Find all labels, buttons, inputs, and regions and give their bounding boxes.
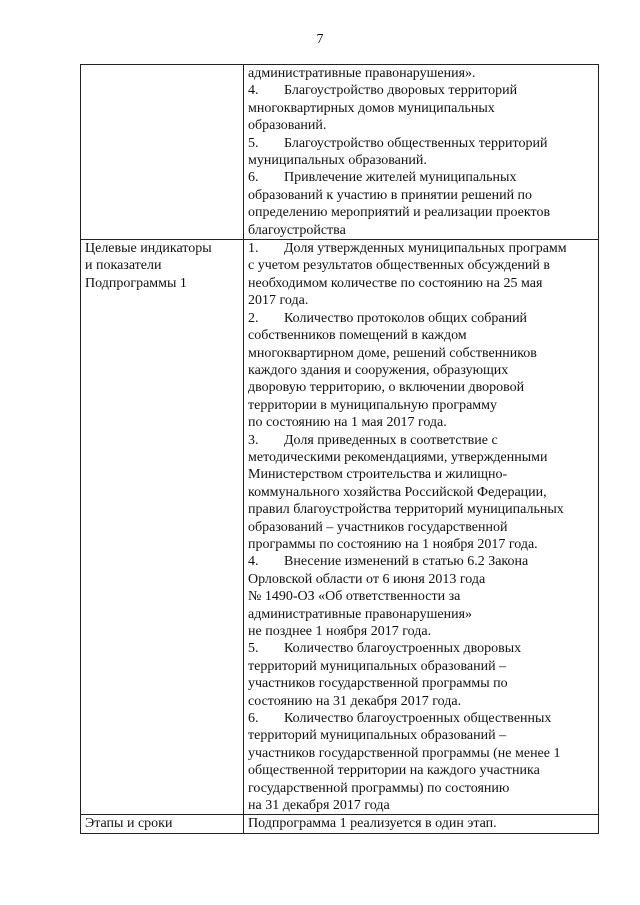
row-label-line: и показатели (85, 258, 162, 274)
text-line: каждого здания и сооружения, образующих (248, 362, 509, 378)
text-line: дворовую территорию, о включении дворовой (248, 380, 525, 396)
text-line: программы по состоянию на 1 ноября 2017 года. (248, 536, 538, 552)
numbered-item-line (248, 240, 598, 257)
row-label-cell (81, 815, 244, 833)
text-line: участников государственной программы по (248, 676, 508, 692)
text-line: коммунального хозяйства Российской Федерации, (248, 484, 547, 500)
item-number: 4. (248, 83, 259, 99)
text-line: территории в муниципальную программу (248, 397, 497, 413)
item-text: Привлечение жителей муниципальных (284, 170, 517, 186)
item-text: Количество протоколов общих собраний (284, 310, 528, 326)
item-number: 5. (248, 135, 259, 151)
item-number: 5. (248, 641, 259, 657)
text-line: административные правонарушения». (248, 66, 476, 81)
text-line: общественной территории на каждого участника (248, 763, 540, 779)
text-line: по состоянию на 1 мая 2017 года. (248, 415, 447, 431)
item-text: Внесение изменений в статью 6.2 Закона (284, 554, 529, 570)
numbered-item-line (248, 640, 598, 657)
item-number: 6. (248, 170, 259, 186)
text-line: территорий муниципальных образований – (248, 658, 507, 674)
item-number: 6. (248, 711, 259, 727)
row-content-cell (244, 240, 599, 815)
text-line: Министерством строительства и жилищно- (248, 467, 508, 483)
text-line: состоянию на 31 декабря 2017 года. (248, 693, 462, 709)
text-line: территорий муниципальных образований – (248, 728, 507, 744)
row-label-line: Этапы и сроки (85, 816, 173, 832)
row-label-line: Целевые индикаторы (85, 241, 212, 257)
table-row (81, 65, 599, 240)
text-line: образований – участников государственной (248, 519, 508, 535)
numbered-item-line (248, 310, 598, 327)
numbered-item-line (248, 169, 598, 186)
page-number: 7 (316, 32, 324, 47)
numbered-item-line (248, 710, 598, 727)
program-passport-table (80, 64, 599, 834)
text-line: участников государственной программы (не менее 1 (248, 745, 561, 761)
text-line: необходимом количестве по состоянию на 25 мая (248, 275, 543, 291)
item-number: 1. (248, 241, 259, 257)
item-number: 3. (248, 432, 259, 448)
row-content-cell (244, 815, 599, 833)
text-line: не позднее 1 ноября 2017 года. (248, 624, 432, 639)
text-line: № 1490-ОЗ «Об ответственности за (248, 589, 461, 605)
text-line: собственников помещений в каждом (248, 328, 467, 344)
numbered-item-line (248, 432, 598, 449)
item-text: Благоустройство дворовых территорий (284, 83, 518, 99)
text-line: Орловской области от 6 июня 2013 года (248, 571, 486, 587)
table-row (81, 240, 599, 815)
numbered-item-line (248, 135, 598, 152)
text-line: методическими рекомендациями, утвержденными (248, 449, 548, 465)
text-line: правил благоустройства территорий муниципальных (248, 502, 564, 518)
text-line: на 31 декабря 2017 года (248, 798, 390, 814)
item-text: Доля утвержденных муниципальных программ (284, 241, 567, 257)
text-line: образований к участию в принятии решений по (248, 187, 533, 203)
item-text: Количество благоустроенных общественных (284, 711, 552, 727)
text-line: административные правонарушения» (248, 606, 473, 622)
row-label-cell (81, 65, 244, 240)
text-line: определению мероприятий и реализации проектов (248, 205, 551, 221)
item-text: Благоустройство общественных территорий (284, 135, 548, 151)
item-text: Доля приведенных в соответствие с (284, 432, 498, 448)
text-line: государственной программы) по состоянию (248, 780, 510, 796)
row-content-cell (244, 65, 599, 240)
text-line: образований. (248, 118, 327, 134)
item-number: 2. (248, 310, 259, 326)
row-label-cell (81, 240, 244, 815)
text-line: 2017 года. (248, 293, 309, 309)
table-row (81, 815, 599, 833)
numbered-item-line (248, 82, 598, 99)
row-label-line: Подпрограммы 1 (85, 275, 187, 291)
text-line: с учетом результатов общественных обсуждений в (248, 258, 551, 274)
text-line: муниципальных образований. (248, 153, 427, 169)
text-line: благоустройства (248, 222, 346, 238)
item-number: 4. (248, 554, 259, 570)
item-text: Количество благоустроенных дворовых (284, 641, 522, 657)
text-line: Подпрограмма 1 реализуется в один этап. (248, 816, 497, 832)
numbered-item-line (248, 553, 598, 570)
text-line: многоквартирном доме, решений собственников (248, 345, 537, 361)
text-line: многоквартирных домов муниципальных (248, 100, 495, 116)
